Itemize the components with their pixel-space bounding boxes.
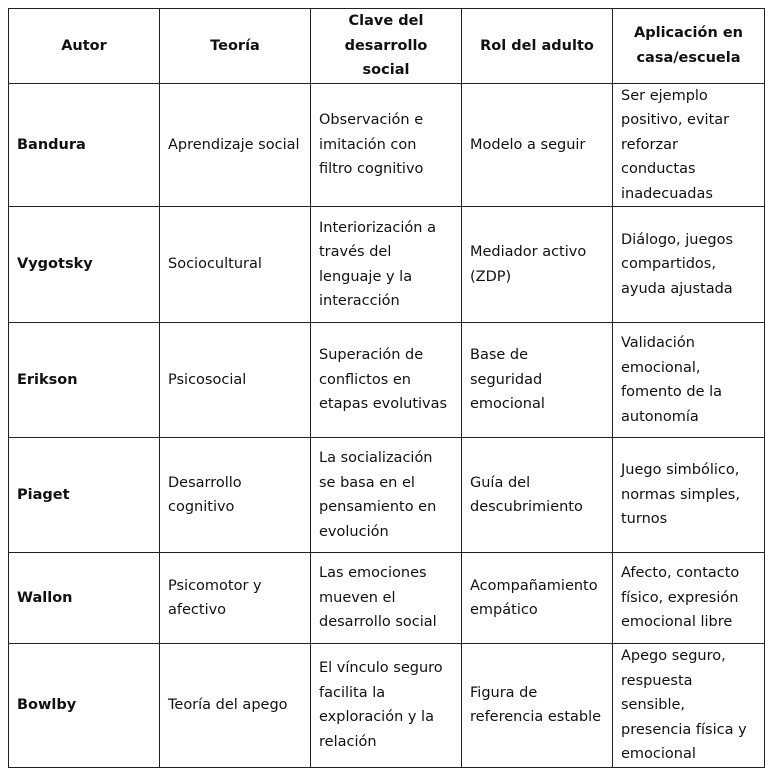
cell-autor: Wallon	[9, 553, 160, 644]
header-rol: Rol del adulto	[462, 9, 613, 84]
cell-aplicacion: Juego simbólico, normas simples, turnos	[613, 438, 765, 553]
cell-rol: Modelo a seguir	[462, 83, 613, 207]
cell-clave: Superación de conflictos en etapas evolutivas	[311, 323, 462, 438]
header-aplicacion: Aplicación en casa/escuela	[613, 9, 765, 84]
cell-rol: Mediador activo (ZDP)	[462, 207, 613, 323]
header-clave: Clave del desarrollo social	[311, 9, 462, 84]
cell-aplicacion: Validación emocional, fomento de la autonomía	[613, 323, 765, 438]
cell-rol: Figura de referencia estable	[462, 644, 613, 768]
table-row	[9, 644, 765, 768]
cell-teoria: Desarrollo cognitivo	[160, 438, 311, 553]
cell-clave: Las emociones mueven el desarrollo social	[311, 553, 462, 644]
cell-rol: Guía del descubrimiento	[462, 438, 613, 553]
cell-teoria: Psicosocial	[160, 323, 311, 438]
cell-autor: Erikson	[9, 323, 160, 438]
header-teoria: Teoría	[160, 9, 311, 84]
cell-aplicacion: Ser ejemplo positivo, evitar reforzar conductas inadecuadas	[613, 83, 765, 207]
cell-clave: Observación e imitación con filtro cognitivo	[311, 83, 462, 207]
cell-clave: El vínculo seguro facilita la exploración y la relación	[311, 644, 462, 768]
table-row	[9, 553, 765, 644]
cell-teoria: Sociocultural	[160, 207, 311, 323]
cell-rol: Base de seguridad emocional	[462, 323, 613, 438]
table-row	[9, 207, 765, 323]
table-header-row	[9, 9, 765, 84]
theories-table-container	[8, 8, 764, 768]
cell-teoria: Teoría del apego	[160, 644, 311, 768]
cell-aplicacion: Afecto, contacto físico, expresión emocional libre	[613, 553, 765, 644]
cell-autor: Piaget	[9, 438, 160, 553]
cell-clave: Interiorización a través del lenguaje y la interacción	[311, 207, 462, 323]
table-row	[9, 323, 765, 438]
cell-autor: Vygotsky	[9, 207, 160, 323]
table-row	[9, 83, 765, 207]
header-autor: Autor	[9, 9, 160, 84]
theories-table	[8, 8, 765, 768]
cell-aplicacion: Diálogo, juegos compartidos, ayuda ajustada	[613, 207, 765, 323]
cell-teoria: Psicomotor y afectivo	[160, 553, 311, 644]
cell-autor: Bowlby	[9, 644, 160, 768]
cell-autor: Bandura	[9, 83, 160, 207]
table-row	[9, 438, 765, 553]
cell-clave: La socialización se basa en el pensamiento en evolución	[311, 438, 462, 553]
cell-aplicacion: Apego seguro, respuesta sensible, presencia física y emocional	[613, 644, 765, 768]
cell-teoria: Aprendizaje social	[160, 83, 311, 207]
cell-rol: Acompañamiento empático	[462, 553, 613, 644]
